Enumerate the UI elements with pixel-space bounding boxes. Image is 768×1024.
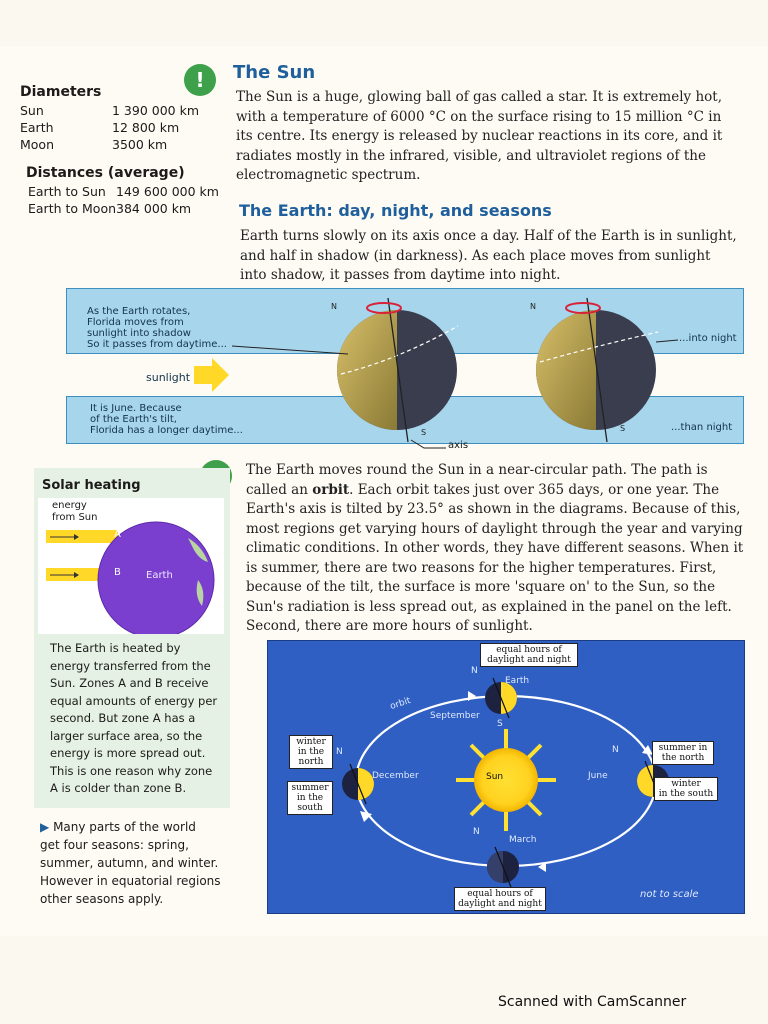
note-line: Florida has a longer daytime...	[90, 425, 243, 436]
globe-left	[337, 298, 458, 442]
sun-label: Sun	[486, 772, 504, 782]
n-marker: N	[612, 745, 619, 755]
text-run: Sun's radiation is less spread out, as explained in the panel on the left.	[246, 598, 732, 615]
south-marker: S	[620, 424, 626, 433]
seasons-note	[40, 818, 221, 908]
table-row	[20, 119, 199, 136]
sun-title: The Sun	[233, 62, 316, 83]
text-line	[246, 461, 746, 481]
triangle-marker-icon: ▶	[40, 820, 50, 834]
summer-north-label	[652, 741, 714, 765]
orbit-label: orbit	[388, 696, 412, 712]
text-run: Earth's axis is tilted by 23.5° as shown in the diagrams. Because of this,	[246, 501, 741, 517]
note-line: sunlight into shadow	[87, 328, 191, 339]
text-line	[40, 818, 221, 836]
diameters-table	[20, 102, 199, 153]
text-line: with a temperature of 6000 °C on the surface rising to 15 million °C in	[236, 108, 722, 125]
solar-heating-diagram	[38, 498, 224, 634]
table-row	[20, 136, 199, 153]
alert-icon: !	[184, 64, 216, 96]
rotation-note-bottom	[90, 403, 243, 436]
text-line	[246, 578, 746, 598]
distance-name: Earth to Sun	[28, 184, 106, 199]
text-line: Earth turns slowly on its axis once a day. Half of the Earth is in sunlight,	[240, 228, 737, 244]
march-label: March	[509, 835, 537, 845]
distance-name: Earth to Moon	[28, 201, 117, 216]
earth-paragraph	[240, 227, 744, 286]
north-marker: N	[530, 302, 536, 311]
than-night-label: ...than night	[671, 422, 733, 433]
note-line: Florida moves from	[87, 317, 184, 328]
zone-a-label: A	[114, 529, 121, 540]
n-marker: N	[336, 747, 343, 757]
distance-value: 384 000 km	[116, 201, 192, 216]
text-line: The Sun is a huge, glowing ball of gas called a star. It is extremely hot,	[236, 89, 722, 105]
n-marker: N	[471, 666, 478, 676]
orbit-diagram	[267, 640, 745, 914]
sun-paragraph	[236, 88, 736, 186]
table-row	[28, 183, 219, 200]
text-run: . Each orbit takes just over 365 days, or one year. The	[349, 481, 720, 498]
text-line	[246, 598, 746, 618]
text-line: This is one reason why zone	[50, 763, 213, 778]
note-line: Many parts of the world	[53, 820, 196, 834]
globe-right	[536, 298, 658, 442]
table-row	[28, 200, 219, 217]
s-marker: S	[497, 719, 503, 729]
text-line	[246, 559, 746, 579]
winter-south-label	[654, 777, 718, 801]
note-line: It is June. Because	[90, 403, 182, 414]
earth-label: Earth	[146, 570, 173, 581]
diameters-heading: Diameters	[20, 84, 102, 100]
zone-b-label: B	[114, 567, 121, 578]
text-line	[246, 617, 746, 637]
text-run: is summer, there are two reasons for the higher temperatures. First,	[246, 559, 717, 576]
earth-label: Earth	[505, 676, 530, 686]
sunlight-arrow-icon	[194, 358, 229, 392]
note-line: other seasons apply.	[40, 892, 164, 906]
text-run: most regions get varying hours of daylight through the year and varying	[246, 520, 743, 537]
rotation-note-top	[87, 306, 227, 350]
note-line: So it passes from daytime...	[87, 339, 227, 350]
summer-south-label	[287, 781, 333, 815]
n-marker: N	[473, 827, 480, 837]
earth-title: The Earth: day, night, and seasons	[239, 201, 552, 220]
label-line: winter	[671, 779, 701, 789]
label-line: the north	[661, 753, 705, 763]
label-line: equal hours of	[496, 645, 562, 655]
south-marker: S	[421, 428, 427, 437]
note-line: As the Earth rotates,	[87, 306, 191, 317]
text-line	[246, 500, 746, 520]
bold-term: orbit	[312, 481, 350, 498]
orbit-paragraph	[246, 461, 746, 637]
text-run: because of the tilt, the surface is more 'square on' to the Sun, so the	[246, 579, 716, 595]
solar-heating-title: Solar heating	[42, 478, 141, 493]
label-line: winter	[296, 737, 326, 747]
text-line: radiates mostly in the infrared, visible, and ultraviolet regions of the	[236, 147, 706, 164]
label-line: in the south	[658, 789, 714, 799]
label-line: daylight and night	[458, 899, 542, 909]
diameter-value: 1 390 000 km	[112, 103, 200, 118]
september-label: September	[430, 711, 480, 721]
solar-heating-panel	[34, 468, 230, 808]
text-line: A is colder than zone B.	[50, 781, 187, 795]
text-line: its centre. Its energy is released by nuclear reactions in its core, and it	[236, 128, 723, 144]
scanner-watermark: Scanned with CamScanner	[498, 994, 687, 1010]
note-line: get four seasons: spring,	[40, 838, 189, 852]
label-line: from Sun	[52, 512, 98, 523]
text-run: called an	[246, 481, 313, 498]
text-run: Second, there are more hours of sunlight.	[246, 618, 533, 634]
label-line: summer	[291, 783, 329, 793]
sunlight-label: sunlight	[146, 371, 191, 384]
label-line: summer in	[658, 743, 708, 753]
june-label: June	[588, 771, 608, 781]
diameter-name: Sun	[20, 103, 44, 118]
diameter-value: 12 800 km	[112, 120, 180, 135]
text-line: second. But zone A has a	[50, 711, 196, 725]
solar-heating-text	[50, 640, 217, 798]
label-line: daylight and night	[487, 655, 571, 665]
text-line	[246, 539, 746, 559]
text-line	[246, 520, 746, 540]
text-line: The Earth is heated by	[50, 641, 181, 655]
equal-hours-bottom-label	[454, 887, 546, 911]
label-line: in the	[296, 793, 324, 803]
into-night-label: ...into night	[679, 333, 737, 344]
facts-box	[20, 84, 220, 217]
text-line: equal amounts of energy per	[50, 693, 218, 708]
text-line: energy is more spread out.	[50, 746, 206, 760]
text-line: electromagnetic spectrum.	[236, 167, 421, 183]
table-row	[20, 102, 199, 119]
distances-table	[28, 183, 219, 217]
note-line: However in equatorial regions	[40, 874, 221, 888]
north-marker: N	[331, 302, 337, 311]
note-line: of the Earth's tilt,	[90, 414, 177, 425]
text-run: climatic conditions. In other words, they have different seasons. When it	[246, 540, 744, 556]
equal-hours-top-label	[480, 643, 578, 667]
text-line: into shadow, it passes from daytime into night.	[240, 267, 561, 283]
text-run: The Earth moves round the Sun in a near-circular path. The path is	[246, 462, 708, 478]
axis-label: axis	[448, 440, 469, 451]
text-line: and half in shadow (in darkness). As each place moves from sunlight	[240, 247, 711, 264]
label-line: energy	[52, 500, 87, 511]
winter-north-label	[289, 735, 333, 769]
text-line: Sun. Zones A and B receive	[50, 676, 209, 690]
december-label: December	[372, 771, 419, 781]
text-line: larger surface area, so the	[50, 728, 203, 743]
text-line: energy transferred from the	[50, 658, 211, 673]
label-line: in the	[297, 747, 325, 757]
note-line: summer, autumn, and winter.	[40, 856, 219, 870]
distance-value: 149 600 000 km	[116, 184, 219, 199]
label-line: south	[297, 803, 323, 813]
solar-heating-figure	[38, 498, 224, 634]
label-line: equal hours of	[467, 889, 533, 899]
not-to-scale-label: not to scale	[640, 889, 699, 900]
diameter-name: Moon	[20, 137, 55, 152]
diameter-value: 3500 km	[112, 137, 168, 152]
label-line: north	[298, 757, 324, 767]
diameter-name: Earth	[20, 120, 54, 135]
text-line	[246, 481, 746, 501]
distances-heading: Distances (average)	[26, 165, 185, 181]
